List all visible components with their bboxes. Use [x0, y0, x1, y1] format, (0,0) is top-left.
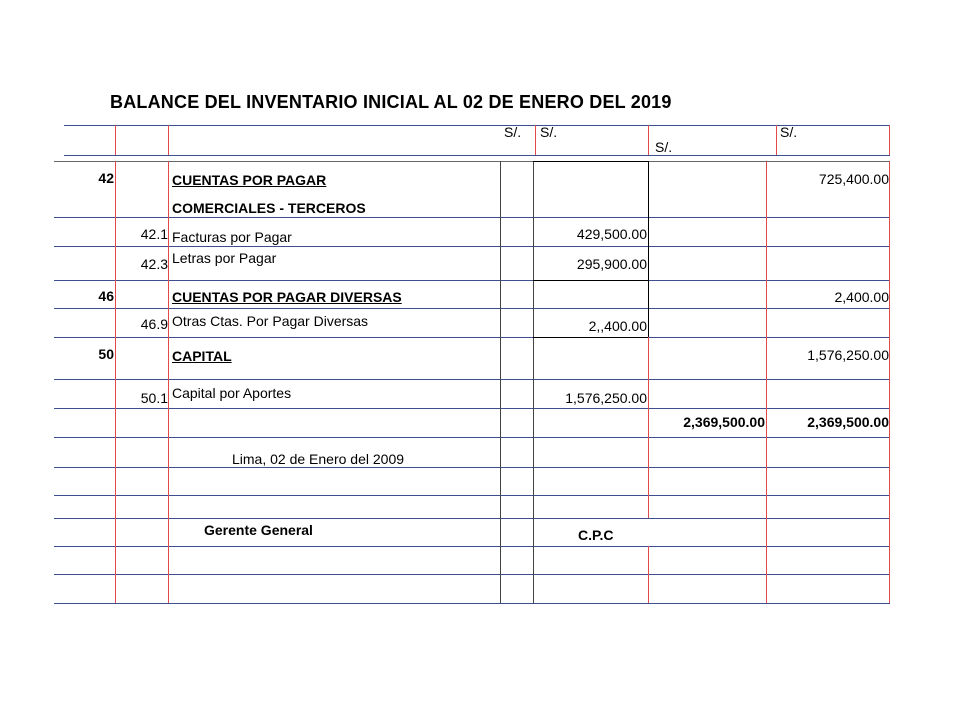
currency-header-1: S/. — [504, 124, 522, 140]
currency-header-3: S/. — [655, 139, 673, 155]
haber-amount: 1,576,250.00 — [807, 347, 889, 363]
sub-account-code: 46.9 — [140, 316, 168, 332]
place-date: Lima, 02 de Enero del 2009 — [232, 451, 405, 467]
sub-account-label: Facturas por Pagar — [172, 229, 292, 245]
signature-cpc: C.P.C — [578, 527, 614, 543]
sub-account-code: 42.3 — [140, 256, 168, 272]
document-title: BALANCE DEL INVENTARIO INICIAL AL 02 DE ENERO DEL 2019 — [110, 92, 672, 112]
account-label: CUENTAS POR PAGAR DIVERSAS — [172, 289, 402, 305]
account-label: CUENTAS POR PAGAR — [172, 172, 327, 188]
parcial-amount: 1,576,250.00 — [565, 390, 647, 406]
sub-account-label: Capital por Aportes — [172, 385, 292, 401]
parcial-amount: 429,500.00 — [576, 226, 647, 242]
currency-header-2: S/. — [540, 124, 558, 140]
parcial-amount: 295,900.00 — [576, 256, 647, 272]
sub-account-label: Otras Ctas. Por Pagar Diversas — [172, 313, 369, 329]
total-haber: 2,369,500.00 — [807, 414, 889, 430]
account-code: 46 — [98, 288, 114, 304]
parcial-amount: 2,,400.00 — [588, 318, 647, 334]
account-label: COMERCIALES - TERCEROS — [172, 200, 366, 216]
sub-account-label: Letras por Pagar — [172, 250, 277, 266]
haber-amount: 725,400.00 — [818, 171, 889, 187]
sub-account-code: 42.1 — [140, 226, 168, 242]
account-label: CAPITAL — [172, 348, 232, 364]
signature-gerente: Gerente General — [204, 522, 313, 538]
haber-amount: 2,400.00 — [834, 289, 889, 305]
account-code: 50 — [98, 346, 114, 362]
sub-account-code: 50.1 — [140, 390, 168, 406]
header-top-border — [64, 125, 890, 126]
total-debe: 2,369,500.00 — [683, 414, 765, 430]
account-code: 42 — [98, 170, 114, 186]
header-bottom-border — [64, 155, 890, 156]
currency-header-4: S/. — [780, 124, 798, 140]
